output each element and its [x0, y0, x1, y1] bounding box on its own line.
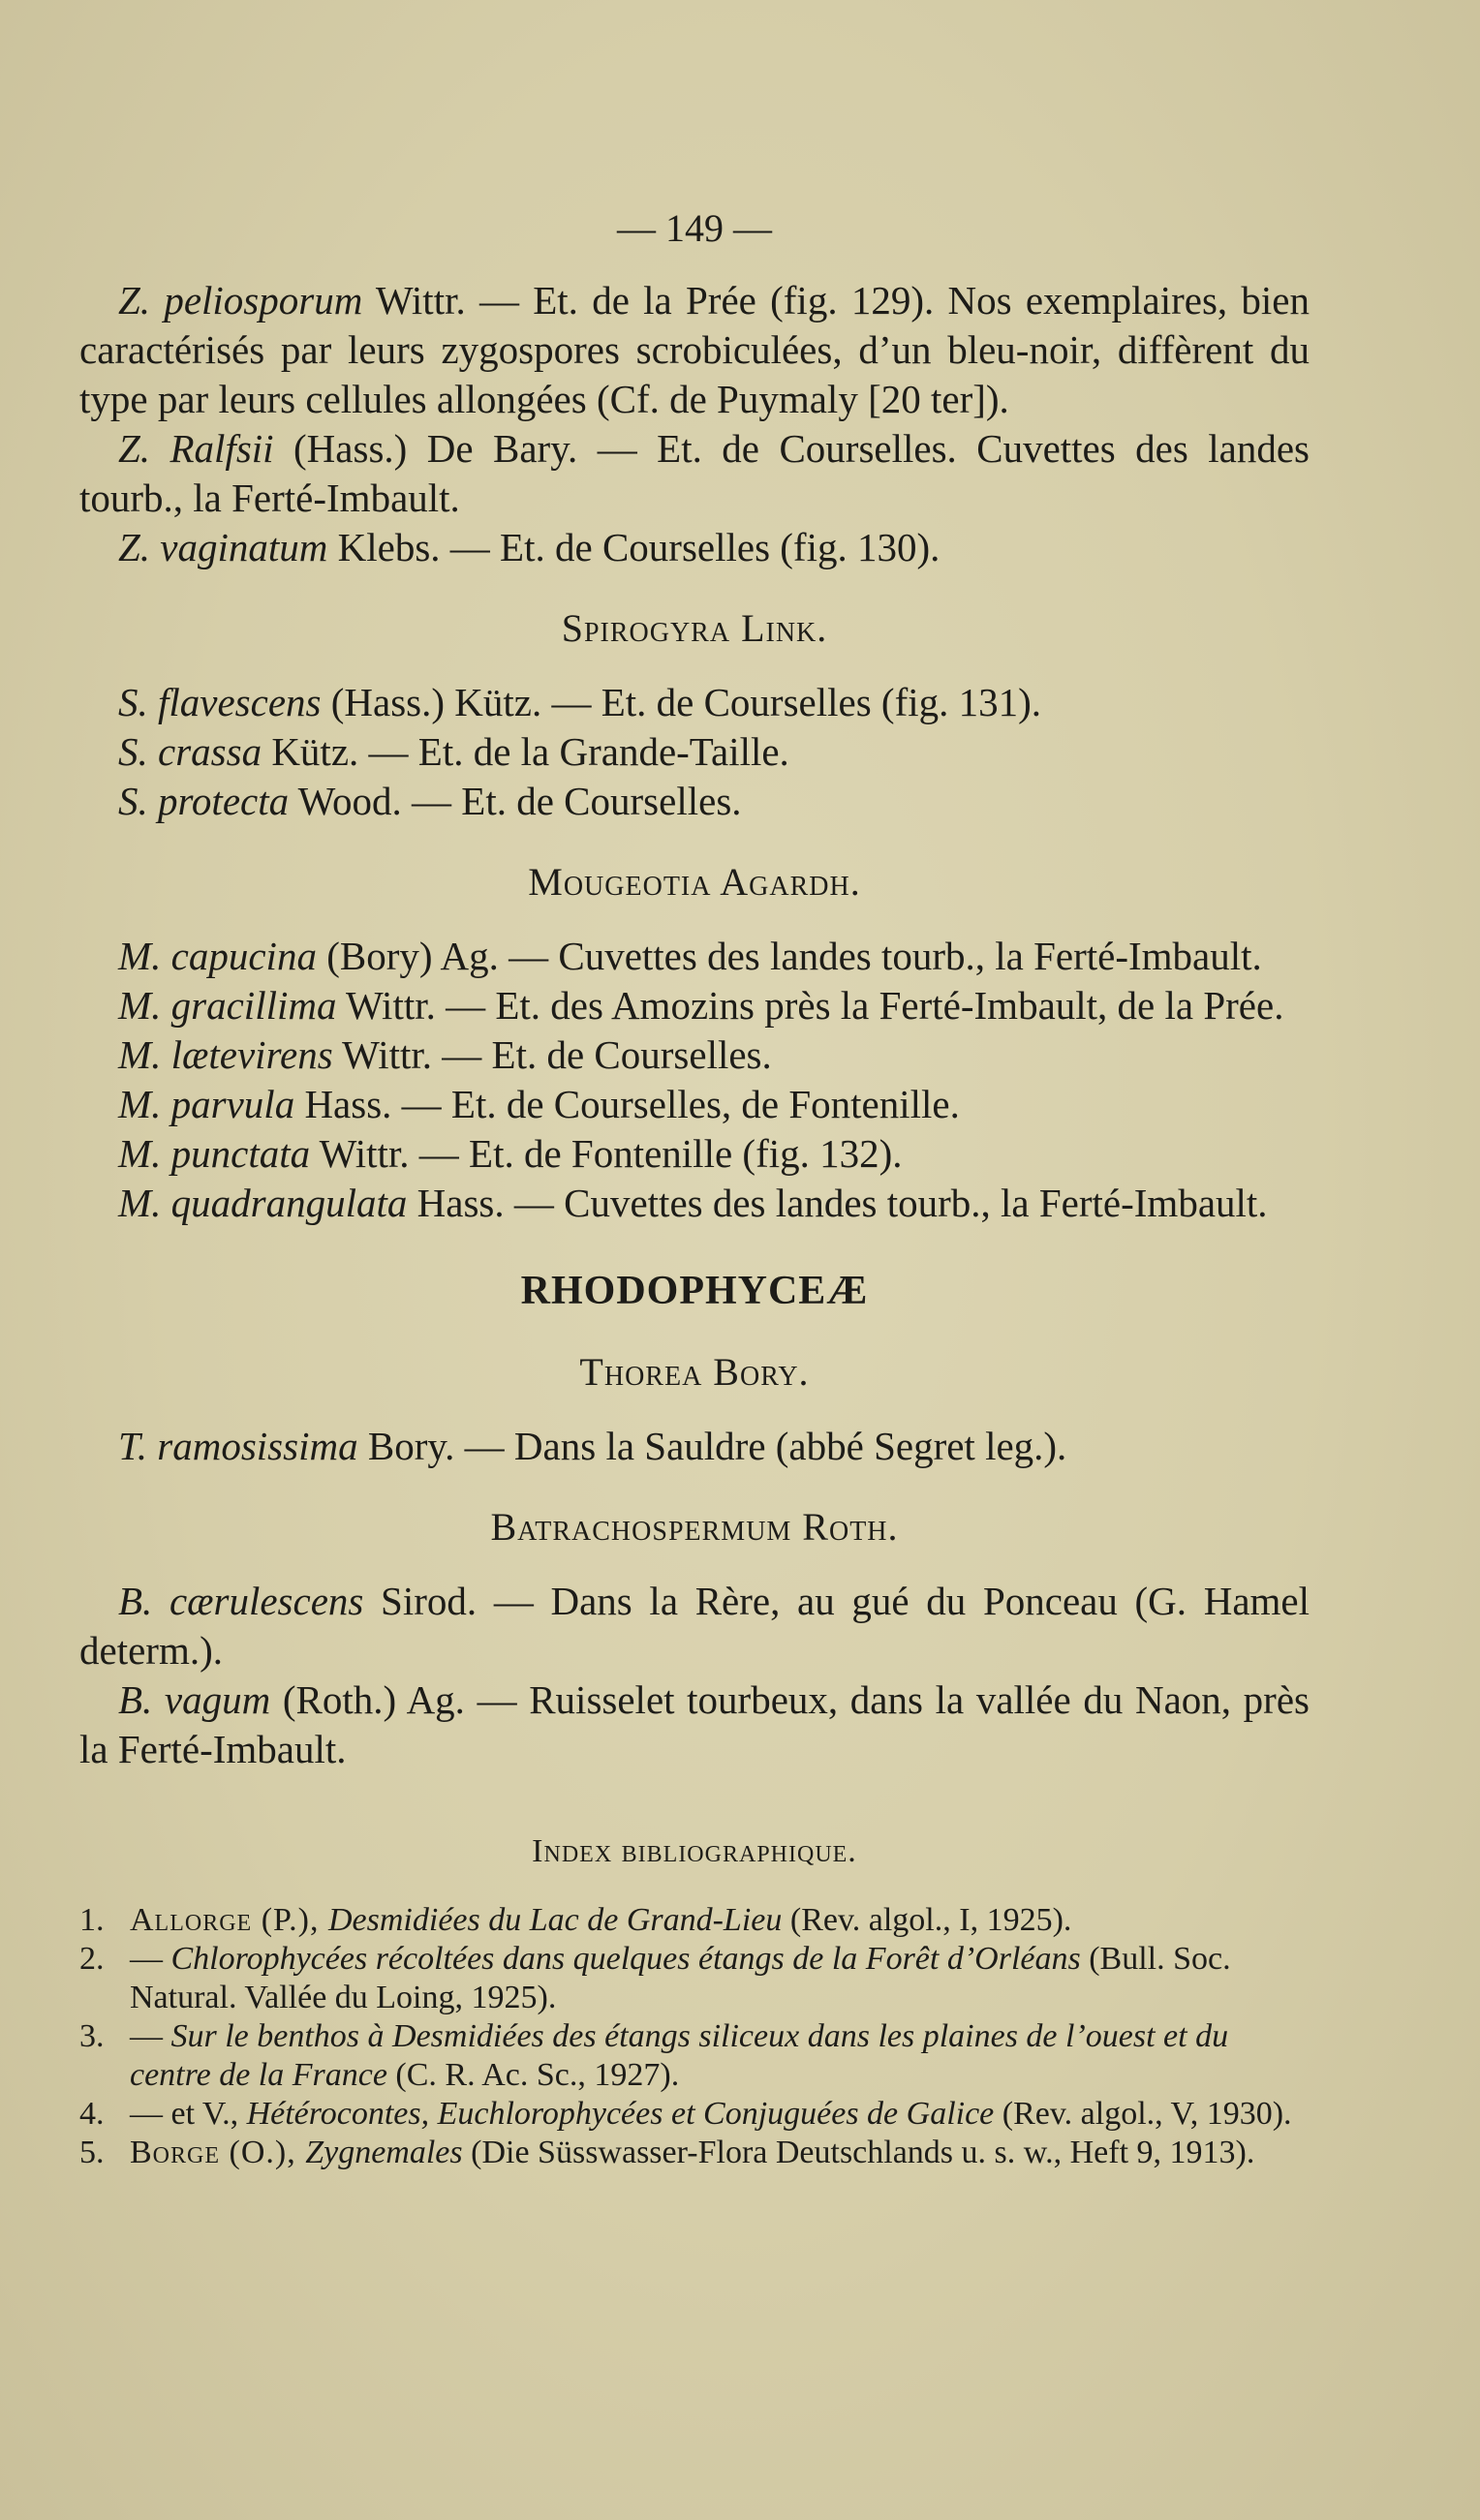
bib-title: Sur le benthos à Desmidiées des étangs siliceux dans les plaines de l’ouest et du centre de la France — [130, 2018, 1229, 2093]
bibliography-list — [79, 1901, 1310, 2172]
bibliography-entry — [79, 1940, 1310, 2017]
species-entry — [79, 523, 1310, 572]
species-entry — [79, 981, 1310, 1030]
bib-number: 1. — [79, 1902, 105, 1938]
species-entry — [79, 424, 1310, 523]
bib-number: 3. — [79, 2018, 105, 2054]
species-entry — [79, 1080, 1310, 1129]
species-name: S. crassa — [118, 729, 262, 774]
page-content — [79, 203, 1310, 2172]
species-name: M. gracillima — [118, 983, 337, 1028]
bib-text — [130, 1901, 1310, 1940]
species-details: Wittr. — Et. des Amozins près la Ferté-Imbault, de la Prée. — [336, 983, 1284, 1028]
class-heading-rhodophyceae: RHODOPHYCEÆ — [520, 1269, 869, 1313]
bib-author: — — [130, 1941, 171, 1977]
bib-text — [130, 2017, 1310, 2095]
species-details: (Hass.) De Bary. — Et. de Courselles. Cuvettes des landes tourb., la Ferté-Imbault. — [79, 426, 1310, 520]
bib-title: Zygnemales — [305, 2135, 463, 2170]
species-entry — [79, 276, 1310, 424]
bib-text — [130, 2134, 1310, 2172]
species-name: M. lætevirens — [118, 1032, 333, 1077]
bib-source: (C. R. Ac. Sc., 1927). — [386, 2057, 680, 2093]
bib-number: 5. — [79, 2135, 105, 2170]
bib-author: — — [130, 2018, 171, 2054]
species-details: Kütz. — Et. de la Grande-Taille. — [262, 729, 789, 774]
species-details: Wittr. — Et. de Fontenille (fig. 132). — [310, 1131, 903, 1176]
genus-heading-spirogyra: Spirogyra Link. — [561, 606, 828, 650]
genus-heading-thorea: Thorea Bory. — [579, 1350, 810, 1394]
species-name: Z. peliosporum — [118, 278, 363, 323]
index-title: Index bibliographique. — [532, 1833, 857, 1869]
species-entry — [79, 727, 1310, 777]
bib-number: 4. — [79, 2096, 105, 2132]
species-details: Klebs. — Et. de Courselles (fig. 130). — [327, 525, 940, 569]
species-entry — [79, 1577, 1310, 1675]
species-details: Wittr. — Et. de Courselles. — [332, 1032, 772, 1077]
bibliography-entry — [79, 1901, 1310, 1940]
species-details: Hass. — Cuvettes des landes tourb., la Ferté-Imbault. — [407, 1181, 1268, 1225]
species-name: B. vagum — [118, 1677, 271, 1722]
species-entry — [79, 1129, 1310, 1179]
species-details: Wittr. — Et. de la Prée (fig. 129). Nos exemplaires, bien caractérisés par leurs zygospores scrobiculées, d’un bleu-noir, diffèrent du type par leurs cellules allongées (Cf. de Puymaly [20 ter]). — [79, 278, 1310, 421]
genus-heading-mougeotia: Mougeotia Agardh. — [528, 860, 861, 904]
species-entry — [79, 1179, 1310, 1228]
bib-source: (Rev. algol., V, 1930). — [994, 2096, 1292, 2132]
bib-source: (Die Süsswasser-Flora Deutschlands u. s. w., Heft 9, 1913). — [462, 2135, 1255, 2170]
bib-source: (Rev. algol., I, 1925). — [782, 1902, 1072, 1938]
species-entry — [79, 1675, 1310, 1774]
bibliography-entry — [79, 2017, 1310, 2095]
bib-author: — et V., — [130, 2096, 247, 2132]
bib-text — [130, 1940, 1310, 2017]
species-details: (Roth.) Ag. — Ruisselet tourbeux, dans la vallée du Naon, près la Ferté-Imbault. — [79, 1677, 1310, 1771]
species-details: (Bory) Ag. — Cuvettes des landes tourb., la Ferté-Imbault. — [316, 934, 1262, 978]
species-entry — [79, 932, 1310, 981]
page-number: — 149 — — [617, 206, 772, 250]
species-name: M. quadrangulata — [118, 1181, 408, 1225]
bibliography-entry — [79, 2095, 1310, 2134]
species-name: S. flavescens — [118, 680, 322, 724]
species-name: M. capucina — [118, 934, 317, 978]
bib-title: Chlorophycées récoltées dans quelques étangs de la Forêt d’Orléans — [170, 1941, 1081, 1977]
species-name: Z. Ralfsii — [118, 426, 274, 471]
species-details: (Hass.) Kütz. — Et. de Courselles (fig. 131). — [321, 680, 1042, 724]
bib-title: Hétérocontes, Euchlorophycées et Conjuguées de Galice — [246, 2096, 995, 2132]
species-name: S. protecta — [118, 779, 290, 823]
bib-source: (Bull. Soc. Natural. Vallée du Loing, 1925). — [130, 1941, 1231, 2015]
species-name: M. parvula — [118, 1082, 295, 1126]
species-entry — [79, 678, 1310, 727]
species-entry — [79, 1422, 1310, 1471]
bib-title: Desmidiées du Lac de Grand-Lieu — [328, 1902, 783, 1938]
species-details: Wood. — Et. de Courselles. — [289, 779, 742, 823]
species-name: T. ramosissima — [118, 1424, 358, 1468]
bib-number: 2. — [79, 1941, 105, 1977]
species-details: Bory. — Dans la Sauldre (abbé Segret leg.). — [357, 1424, 1067, 1468]
species-entry — [79, 777, 1310, 826]
bib-author: Borge (O.), — [130, 2135, 306, 2170]
genus-heading-batrachospermum: Batrachospermum Roth. — [490, 1505, 899, 1549]
species-name: M. punctata — [118, 1131, 311, 1176]
bib-author: Allorge (P.), — [130, 1902, 328, 1938]
bib-text — [130, 2095, 1310, 2134]
species-details: Sirod. — Dans la Rère, au gué du Ponceau (G. Hamel determ.). — [79, 1579, 1310, 1673]
species-name: Z. vaginatum — [118, 525, 328, 569]
species-name: B. cærulescens — [118, 1579, 364, 1623]
species-entry — [79, 1030, 1310, 1080]
species-details: Hass. — Et. de Courselles, de Fontenille. — [294, 1082, 960, 1126]
bibliography-entry — [79, 2134, 1310, 2172]
